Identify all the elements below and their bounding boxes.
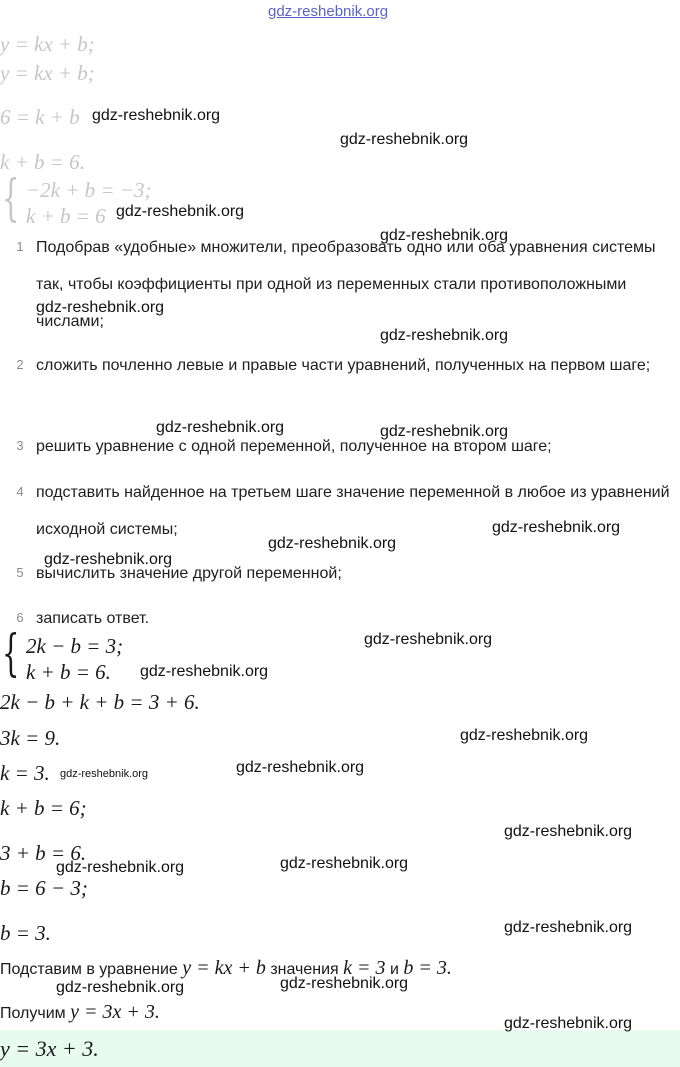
header-watermark-link[interactable]: gdz-reshebnik.org: [268, 3, 389, 20]
substitute-b: b = 3.: [403, 957, 452, 979]
faded-equation: y = kx + b;: [0, 32, 95, 56]
step-number: 3: [16, 438, 24, 453]
watermark: gdz-reshebnik.org: [268, 535, 397, 552]
substitute-middle: значения: [270, 961, 339, 978]
watermark: gdz-reshebnik.org: [340, 131, 469, 148]
solution-line: b = 3.: [0, 921, 51, 945]
watermark: gdz-reshebnik.org: [380, 227, 509, 244]
substitute-k: k = 3: [343, 957, 386, 979]
faded-system-line: −2k + b = −3;: [26, 178, 152, 202]
brace-icon: {: [2, 169, 20, 227]
watermark: gdz-reshebnik.org: [364, 631, 493, 648]
watermark: gdz-reshebnik.org: [156, 419, 285, 436]
watermark: gdz-reshebnik.org: [380, 423, 509, 440]
step-number: 6: [16, 610, 24, 625]
watermark: gdz-reshebnik.org: [380, 327, 509, 344]
substitute-and: и: [389, 961, 399, 978]
result-sentence: [0, 1001, 160, 1024]
solution-line: 2k − b + k + b = 3 + 6.: [0, 690, 200, 714]
watermark: gdz-reshebnik.org: [116, 203, 245, 220]
watermark: gdz-reshebnik.org: [460, 727, 589, 744]
watermark: gdz-reshebnik.org: [56, 859, 185, 876]
faded-equation: y = kx + b;: [0, 61, 95, 85]
step-number: 1: [16, 239, 24, 254]
watermark: gdz-reshebnik.org: [36, 299, 165, 316]
watermark: gdz-reshebnik.org: [236, 759, 365, 776]
watermark: gdz-reshebnik.org: [280, 975, 409, 992]
step-text: сложить почленно левые и правые части уравнений, полученных на первом шаге;: [36, 357, 651, 374]
watermark: gdz-reshebnik.org: [44, 551, 173, 568]
result-prefix: Получим: [0, 1005, 66, 1022]
solution-line: 3 + b = 6.: [0, 841, 87, 865]
step-text: записать ответ.: [36, 610, 150, 627]
step-number: 4: [16, 484, 24, 499]
step-number: 2: [16, 357, 24, 372]
brace-icon: {: [2, 624, 20, 682]
watermark: gdz-reshebnik.org: [140, 663, 269, 680]
solution-line: k = 3.: [0, 761, 50, 785]
watermark: gdz-reshebnik.org: [492, 519, 621, 536]
watermark: gdz-reshebnik.org: [56, 979, 185, 996]
answer-box: [0, 1030, 680, 1067]
solution-line: k + b = 6;: [0, 796, 87, 820]
watermark: gdz-reshebnik.org: [504, 1015, 633, 1032]
system-line: k + b = 6.: [26, 660, 111, 684]
substitute-prefix: Подставим в уравнение: [0, 961, 178, 978]
faded-system-line: k + b = 6: [26, 204, 106, 228]
faded-equation: 6 = k + b: [0, 105, 80, 129]
answer-equation: y = 3x + 3.: [0, 1036, 99, 1061]
watermark: gdz-reshebnik.org: [280, 855, 409, 872]
watermark: gdz-reshebnik.org: [92, 107, 221, 124]
step-text: вычислить значение другой переменной;: [36, 565, 342, 582]
step-text: решить уравнение с одной переменной, полученное на втором шаге;: [36, 438, 552, 455]
step-number: 5: [16, 565, 24, 580]
step-text: подставить найденное на третьем шаге значение переменной в любое из уравнений исходной системы;: [36, 484, 670, 538]
solution-line: b = 6 − 3;: [0, 876, 88, 900]
solution-line: 3k = 9.: [0, 726, 61, 750]
system-line: 2k − b = 3;: [26, 634, 124, 658]
substitute-equation: y = kx + b: [182, 957, 266, 979]
watermark: gdz-reshebnik.org: [504, 919, 633, 936]
watermark: gdz-reshebnik.org: [60, 768, 149, 780]
faded-equation: k + b = 6.: [0, 150, 85, 174]
watermark: gdz-reshebnik.org: [504, 823, 633, 840]
result-equation: y = 3x + 3.: [70, 1001, 160, 1023]
step-text: Подобрав «удобные» множители, преобразовать одно или оба уравнения системы так, чтобы коэффициенты при одной из переменных стали противоположными числами;: [36, 239, 656, 330]
